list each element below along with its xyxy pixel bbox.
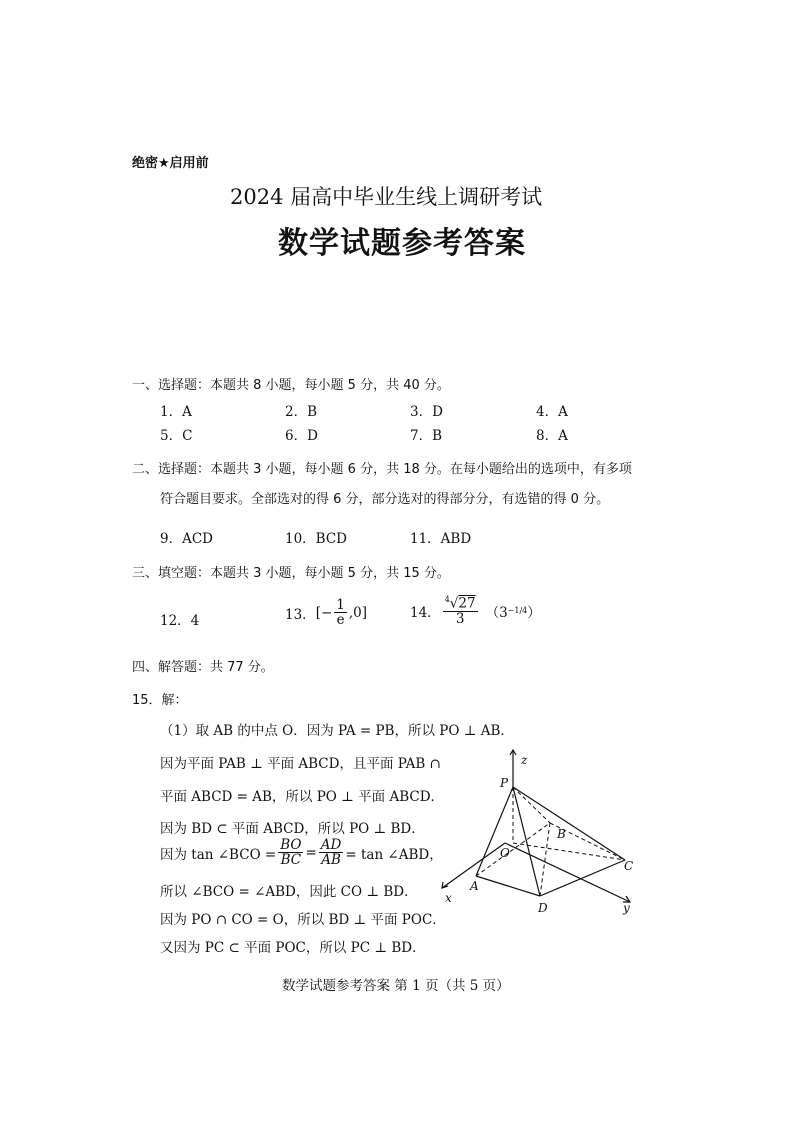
q15-fraction-bo-numerator: BO	[280, 837, 302, 853]
answer-8: 8．A	[536, 428, 568, 444]
q15-line-2: 因为平面 PAB ⊥ 平面 ABCD，且平面 PAB ∩	[160, 756, 441, 772]
label-b: B	[557, 827, 566, 841]
answer-13-open: [−	[315, 604, 333, 621]
answer-2: 2．B	[285, 404, 318, 420]
answer-11: 11．ABD	[410, 531, 472, 547]
answer-13-denominator: e	[336, 612, 345, 629]
answer-13-numerator: 1	[336, 597, 345, 613]
q15-line-6: 因为 PO ∩ CO = O，所以 BD ⊥ 平面 POC．	[160, 912, 446, 928]
answer-14	[410, 596, 541, 626]
answer-13-label: 13．	[285, 606, 316, 623]
answer-14-root-index: 4	[444, 595, 450, 604]
answer-12: 12．4	[160, 613, 200, 629]
q15-fraction-ab-denominator: AB	[321, 852, 341, 869]
q15-line-4: 因为 BD ⊂ 平面 ABCD，所以 PO ⊥ BD．	[160, 821, 425, 837]
label-d: D	[538, 901, 548, 915]
answer-6: 6．D	[285, 428, 318, 444]
secret-mark: 绝密★启用前	[132, 156, 209, 171]
document-title: 数学试题参考答案	[278, 226, 526, 261]
q15-fraction-ad-numerator: AD	[320, 837, 342, 853]
answer-10: 10．BCD	[285, 531, 348, 547]
q15-tan-prefix: 因为 tan ∠BCO =	[160, 846, 277, 863]
exam-title: 2024 届高中毕业生线上调研考试	[230, 185, 543, 209]
section2-heading-line2: 符合题目要求。全部选对的得 6 分，部分选对的得部分分，有选错的得 0 分。	[160, 492, 610, 507]
answer-13-fraction	[334, 598, 347, 627]
edge-pd	[513, 787, 540, 896]
answer-14-alt-exponent: −1/4	[507, 606, 528, 616]
edge-pc	[513, 787, 625, 860]
answer-13-close: ,0]	[348, 604, 368, 621]
answer-14-radicand: 27	[458, 595, 476, 612]
y-axis	[505, 843, 630, 902]
label-x: x	[445, 891, 452, 905]
q15-line-7: 又因为 PC ⊂ 平面 POC，所以 PC ⊥ BD．	[160, 940, 426, 956]
label-a: A	[470, 879, 479, 893]
answer-3: 3．D	[410, 404, 443, 420]
section4-heading: 四、解答题：共 77 分。	[132, 660, 274, 675]
answer-1: 1．A	[160, 404, 192, 420]
answer-9: 9．ACD	[160, 531, 213, 547]
page-footer: 数学试题参考答案 第 1 页（共 5 页）	[282, 978, 510, 994]
q15-label: 15．解：	[132, 693, 188, 708]
q15-fraction-ad-ab	[319, 838, 344, 867]
q15-line-1: （1）取 AB 的中点 O．因为 PA = PB，所以 PO ⊥ AB．	[160, 723, 514, 739]
q15-line-3: 平面 ABCD = AB，所以 PO ⊥ 平面 ABCD．	[160, 789, 445, 805]
answer-4: 4．A	[536, 404, 568, 420]
answer-5: 5．C	[160, 428, 193, 444]
edge-pb-dashed	[513, 787, 550, 823]
section3-heading: 三、填空题：本题共 3 小题，每小题 5 分，共 15 分。	[132, 566, 450, 581]
answer-14-alt-close: ）	[527, 604, 541, 621]
answer-7: 7．B	[410, 428, 443, 444]
answer-13	[285, 598, 367, 627]
answer-14-label: 14．	[410, 604, 441, 621]
q15-line-5: 所以 ∠BCO = ∠ABD，因此 CO ⊥ BD．	[160, 884, 418, 900]
label-c: C	[624, 859, 634, 873]
q15-fraction-bo-bc	[278, 838, 303, 867]
answer-14-fraction	[443, 596, 478, 626]
answer-14-denominator: 3	[455, 610, 465, 627]
answer-14-alt-open: （3	[485, 604, 508, 621]
edge-bd-dashed	[540, 823, 550, 896]
section1-heading: 一、选择题：本题共 8 小题，每小题 5 分，共 40 分。	[132, 378, 450, 393]
q15-tan-suffix: = tan ∠ABD，	[345, 846, 443, 863]
label-o: O	[500, 846, 510, 860]
q15-fraction-bc-denominator: BC	[280, 852, 302, 869]
q15-tan-line: 因为 tan ∠BCO = $\frac{BO}{BC}$ = $\frac{AD}{AB}$ = tan ∠ABD，	[160, 837, 443, 869]
label-y: y	[623, 901, 630, 915]
label-z: z	[521, 753, 528, 767]
pyramid-figure	[430, 740, 670, 925]
root-symbol-icon: √	[449, 595, 459, 612]
answer-14-numerator	[443, 596, 478, 612]
edge-ad	[476, 876, 540, 896]
label-p: P	[500, 776, 509, 790]
section2-heading-line1: 二、选择题：本题共 3 小题，每小题 6 分，共 18 分。在每小题给出的选项中，有多项	[132, 462, 632, 477]
